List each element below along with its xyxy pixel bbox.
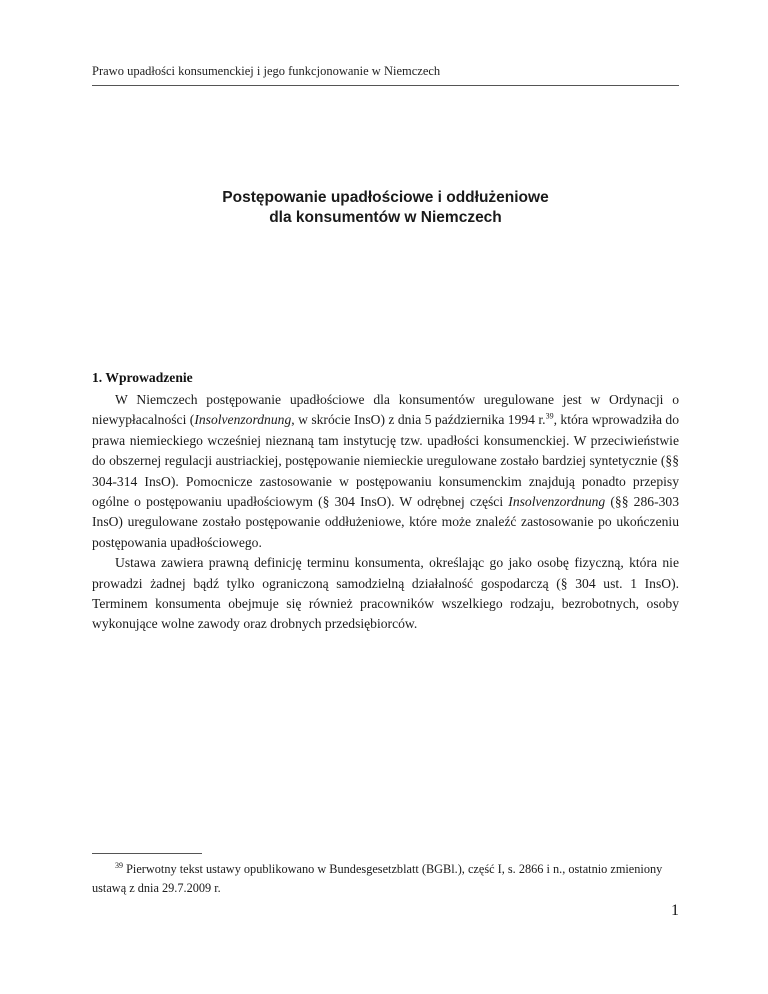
footnote-number: 39	[115, 860, 123, 870]
p1-italic-insolvenzordnung: Insolvenzordnung	[194, 412, 292, 428]
p1-part-c: , w skrócie InsO) z dnia 5 października 1994 r.	[291, 412, 546, 428]
body-text	[92, 390, 679, 635]
section-heading: 1. Wprowadzenie	[92, 370, 193, 385]
page-number: 1	[671, 902, 679, 919]
document-title	[92, 188, 679, 228]
p1-part-f: (§§ 286-303 InsO) uregulowane zostało postępowanie oddłużeniowe, które może znaleźć zastosowanie po ukończeniu postępowania upadłościowego.	[92, 494, 679, 550]
paragraph-2: Ustawa zawiera prawną definicję terminu konsumenta, określając go jako osobę fizyczną, która nie prowadzi żadnej bądź tylko ograniczoną samodzielną działalność gospodarczą (§ 304 ust. 1 InsO). Terminem konsumenta obejmuje się również pracowników wszelkiego rodzaju, bezrobotnych, osoby wykonujące wolne zawody oraz drobnych przedsiębiorców.	[92, 555, 679, 632]
running-header: Prawo upadłości konsumenckiej i jego funkcjonowanie w Niemczech	[92, 64, 679, 86]
footnote	[92, 860, 679, 898]
p1-italic-insolvenzordnung-2: Insolvenzordnung	[508, 494, 606, 510]
footnote-text: Pierwotny tekst ustawy opublikowano w Bundesgesetzblatt (BGBl.), część I, s. 2866 i n., ostatnio zmieniony ustawą z dnia 29.7.2009 r.	[92, 862, 663, 895]
footnote-divider	[92, 853, 202, 854]
title-line-2: dla konsumentów w Niemczech	[269, 209, 502, 226]
paragraph-1	[92, 390, 679, 553]
footnote-ref: 39	[545, 411, 554, 421]
title-line-1: Postępowanie upadłościowe i oddłużeniowe	[222, 189, 549, 206]
p1-part-a: W Niemczech postępowanie upadłościowe dla konsumentów uregulowane jest w Ordynacji o niewypłacalności (	[92, 392, 679, 428]
p1-part-d: , która wprowadziła do prawa niemieckiego wcześniej nieznaną tam instytucję tzw. upadłości konsumenckiej. W przeciwieństwie do obszernej regulacji austriackiej, postępowanie niemieckie uregulowane zostało bardziej syntetycznie (§§ 304-314 InsO). Pomocnicze zastosowanie w postępowaniu konsumenckim znajdują ponadto przepisy ogólne o postępowaniu upadłościowym (§ 304 InsO). W odrębnej części	[92, 412, 679, 510]
